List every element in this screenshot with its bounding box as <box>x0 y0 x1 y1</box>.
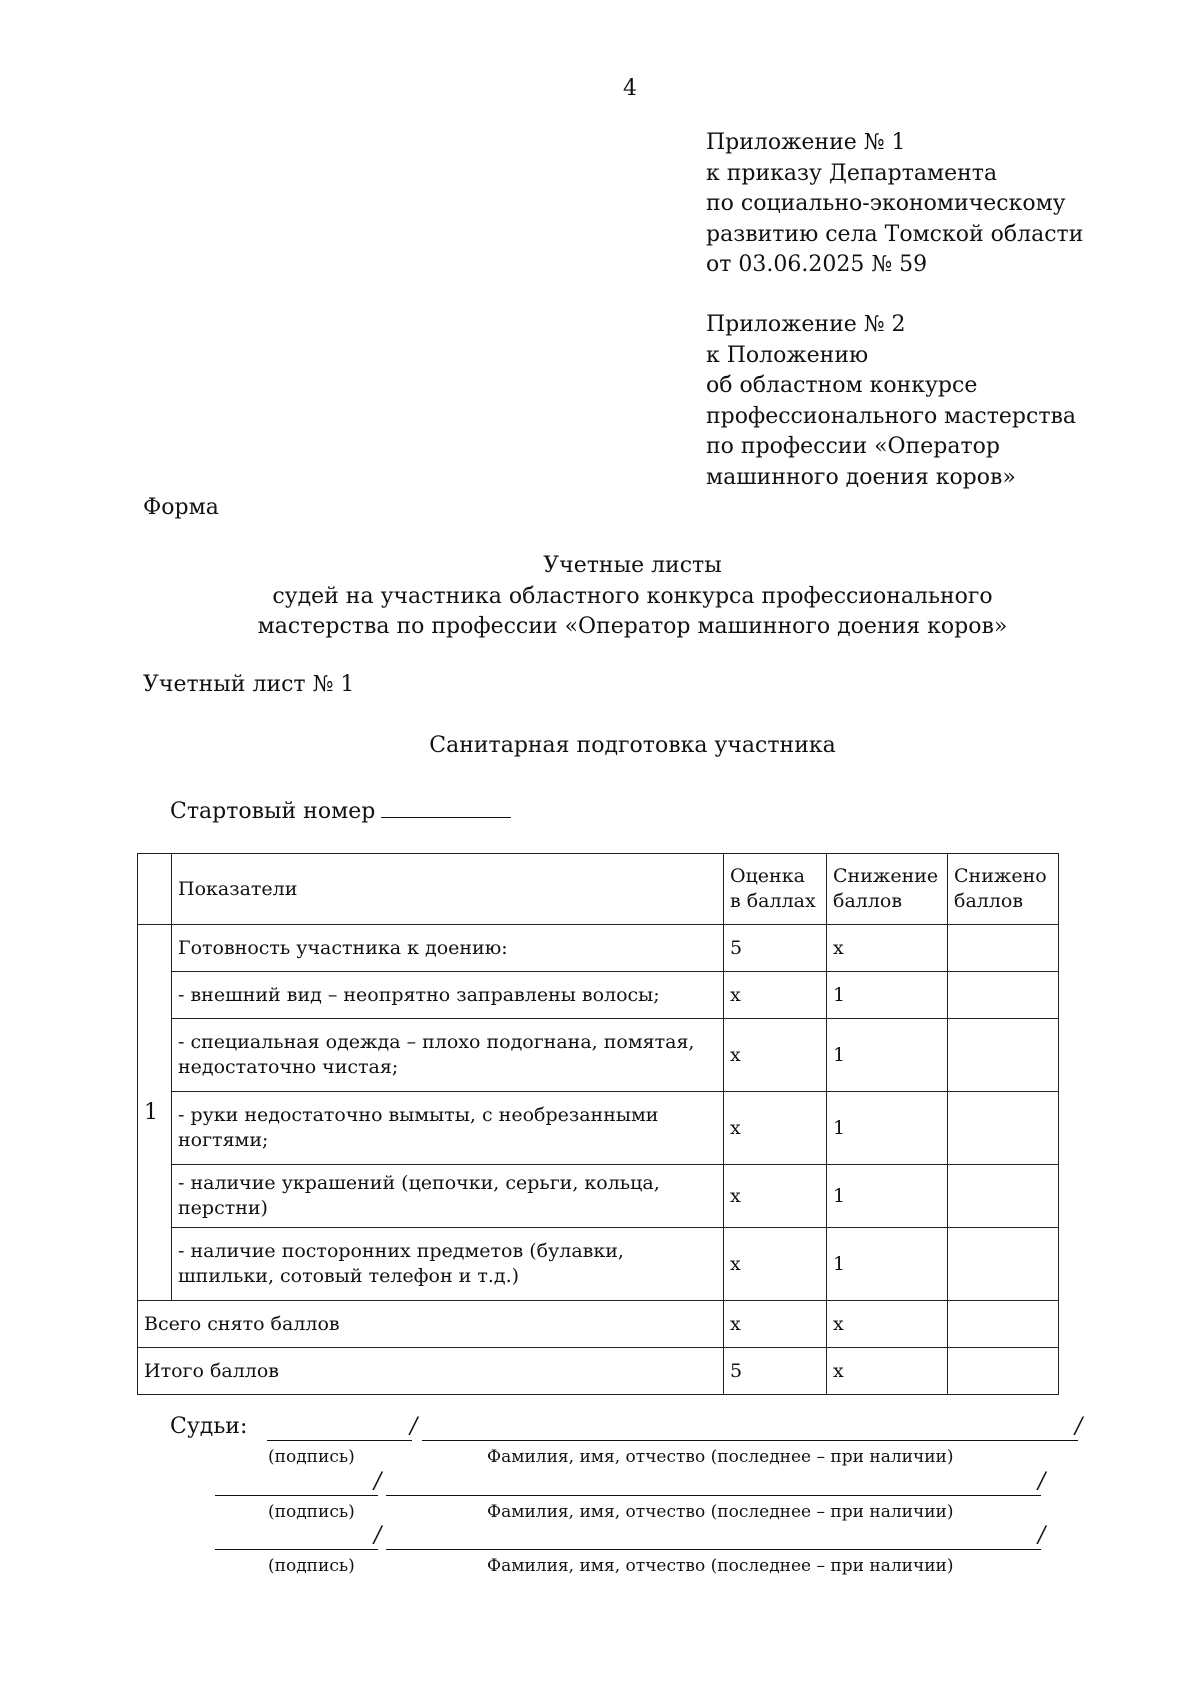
name-line <box>386 1549 1041 1550</box>
score-table <box>137 853 1059 1395</box>
total-row <box>138 1348 1059 1395</box>
signature-caption: (подпись) <box>268 1502 355 1522</box>
score-cell: х <box>724 1228 827 1301</box>
name-line <box>422 1440 1078 1441</box>
signature-line <box>267 1440 412 1441</box>
signature-caption: (подпись) <box>268 1447 355 1467</box>
title-line: судей на участника областного конкурса профессионального <box>272 583 993 609</box>
document-title <box>0 551 1200 643</box>
reduced-cell <box>948 1348 1059 1395</box>
table-row <box>138 972 1059 1019</box>
slash-separator: / <box>1075 1414 1083 1439</box>
table-row <box>138 1165 1059 1228</box>
reduction-cell: х <box>827 1301 948 1348</box>
reduction-cell: х <box>827 1348 948 1395</box>
reduction-cell: 1 <box>827 1228 948 1301</box>
slash-separator: / <box>374 1523 382 1548</box>
reduction-cell: х <box>827 925 948 972</box>
appendix-2-line: Приложение № 2 <box>706 312 906 337</box>
table-row <box>138 1228 1059 1301</box>
table-row <box>138 925 1059 972</box>
appendix-1-line: по социально-экономическому <box>706 191 1066 216</box>
name-caption: Фамилия, имя, отчество (последнее – при наличии) <box>487 1447 954 1467</box>
indicator-cell: - руки недостаточно вымыты, с необрезанными ногтями; <box>172 1092 724 1165</box>
group-number: 1 <box>138 925 172 1301</box>
reduced-cell <box>948 1019 1059 1092</box>
total-removed-label: Всего снято баллов <box>138 1301 724 1348</box>
appendix-2-line: профессионального мастерства <box>706 403 1077 429</box>
slash-separator: / <box>1038 1523 1046 1548</box>
appendix-1-line: к приказу Департамента <box>706 160 998 186</box>
reduced-cell <box>948 972 1059 1019</box>
slash-separator: / <box>410 1414 418 1439</box>
sheet-number: Учетный лист № 1 <box>143 672 355 697</box>
title-line: Учетные листы <box>543 553 722 578</box>
name-caption: Фамилия, имя, отчество (последнее – при наличии) <box>487 1556 954 1576</box>
appendix-2-line: машинного доения коров» <box>706 464 1016 490</box>
reduced-cell <box>948 1092 1059 1165</box>
appendix-1-header <box>706 128 1083 281</box>
score-cell: х <box>724 1092 827 1165</box>
appendix-2-line: по профессии «Оператор <box>706 434 1000 459</box>
title-line: мастерства по профессии «Оператор машинного доения коров» <box>257 614 1008 639</box>
score-cell: х <box>724 1301 827 1348</box>
indicator-cell: - внешний вид – неопрятно заправлены волосы; <box>172 972 724 1019</box>
score-cell: х <box>724 1019 827 1092</box>
header-reduced: Снижено баллов <box>948 854 1059 925</box>
appendix-2-line: об областном конкурсе <box>706 373 978 398</box>
table-header-row <box>138 854 1059 925</box>
start-number-field <box>170 795 511 824</box>
section-title: Санитарная подготовка участника <box>429 733 836 758</box>
appendix-1-line: от 03.06.2025 № 59 <box>706 252 928 277</box>
header-number-cell <box>138 854 172 925</box>
slash-separator: / <box>1038 1469 1046 1494</box>
reduced-cell <box>948 925 1059 972</box>
appendix-1-line: развитию села Томской области <box>706 221 1084 247</box>
signature-line <box>215 1495 378 1496</box>
slash-separator: / <box>374 1469 382 1494</box>
total-label: Итого баллов <box>138 1348 724 1395</box>
table-row <box>138 1092 1059 1165</box>
indicator-cell: - специальная одежда – плохо подогнана, помятая, недостаточно чистая; <box>172 1019 724 1092</box>
reduction-cell: 1 <box>827 972 948 1019</box>
header-indicators: Показатели <box>172 854 724 925</box>
score-cell: х <box>724 972 827 1019</box>
judges-label: Судьи: <box>170 1414 248 1439</box>
total-removed-row <box>138 1301 1059 1348</box>
start-number-label: Стартовый номер <box>170 799 376 824</box>
reduction-cell: 1 <box>827 1165 948 1228</box>
form-label: Форма <box>143 495 219 520</box>
score-cell: х <box>724 1165 827 1228</box>
page-number: 4 <box>623 76 637 101</box>
appendix-1-line: Приложение № 1 <box>706 130 906 155</box>
name-caption: Фамилия, имя, отчество (последнее – при наличии) <box>487 1502 954 1522</box>
reduced-cell <box>948 1301 1059 1348</box>
table-row <box>138 1019 1059 1092</box>
appendix-2-header <box>706 310 1076 493</box>
indicator-cell: - наличие посторонних предметов (булавки, шпильки, сотовый телефон и т.д.) <box>172 1228 724 1301</box>
appendix-2-line: к Положению <box>706 342 869 368</box>
score-cell: 5 <box>724 925 827 972</box>
score-cell: 5 <box>724 1348 827 1395</box>
name-line <box>386 1495 1041 1496</box>
reduced-cell <box>948 1228 1059 1301</box>
indicator-cell: Готовность участника к доению: <box>172 925 724 972</box>
start-number-blank <box>381 795 511 818</box>
signature-line <box>215 1549 378 1550</box>
reduction-cell: 1 <box>827 1019 948 1092</box>
signature-caption: (подпись) <box>268 1556 355 1576</box>
reduction-cell: 1 <box>827 1092 948 1165</box>
header-score: Оценка в баллах <box>724 854 827 925</box>
reduced-cell <box>948 1165 1059 1228</box>
indicator-cell: - наличие украшений (цепочки, серьги, кольца, перстни) <box>172 1165 724 1228</box>
header-reduction: Снижение баллов <box>827 854 948 925</box>
